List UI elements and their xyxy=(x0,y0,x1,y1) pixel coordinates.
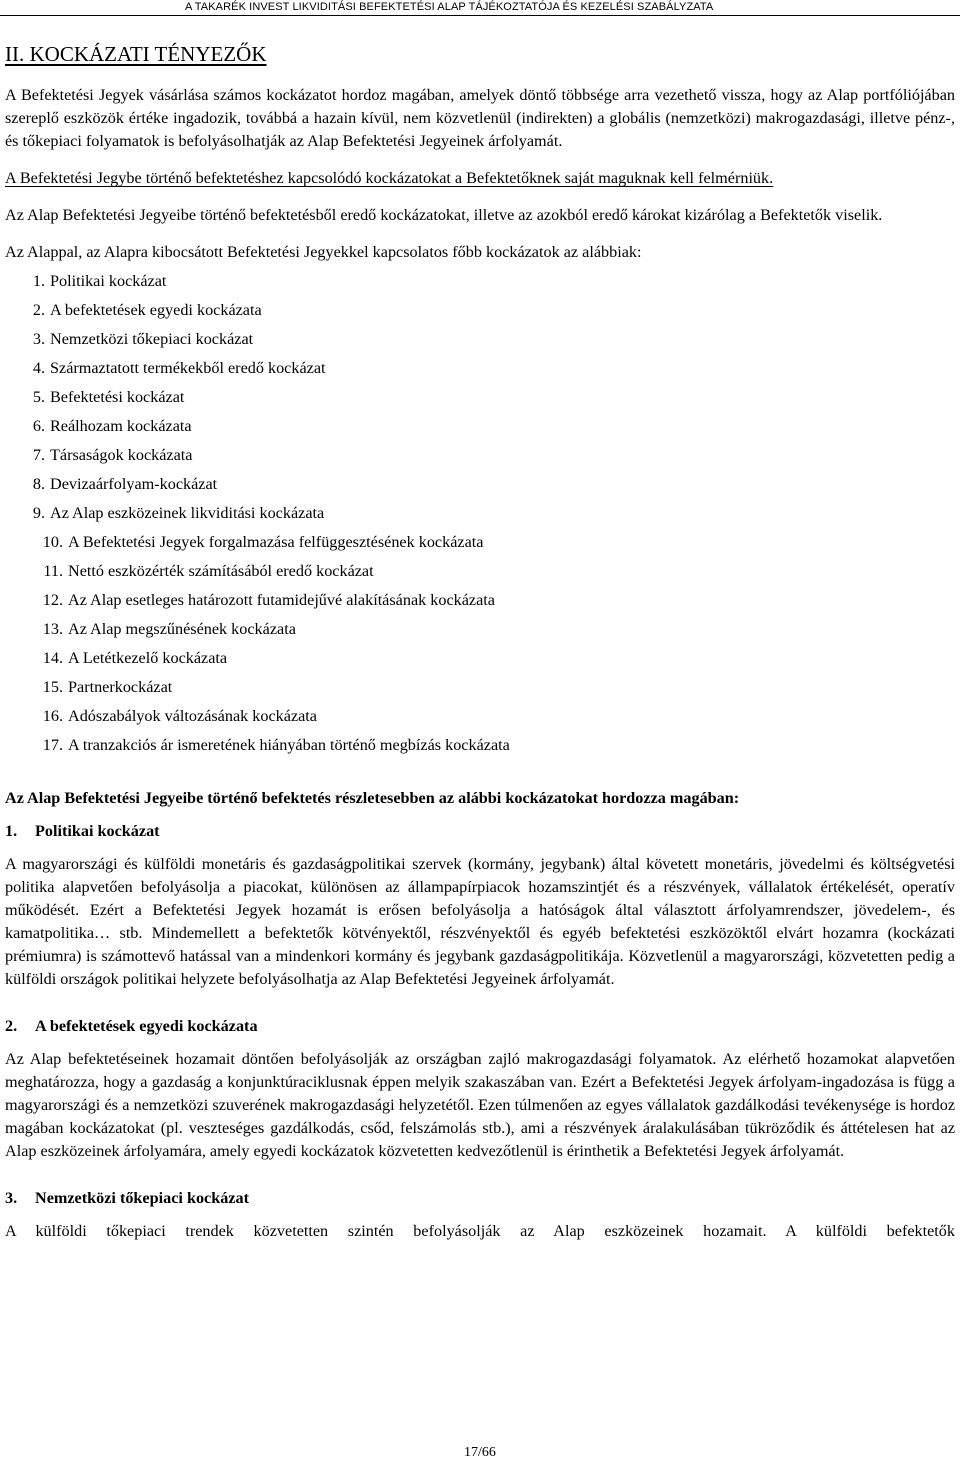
section-title: II. KOCKÁZATI TÉNYEZŐK xyxy=(5,42,267,66)
list-item-number: 17. xyxy=(42,736,63,754)
subsection-text-2: Az Alap befektetéseinek hozamait döntően befolyásolják az országban zajló makrogazdasági folyamatok. Az elérhető hozamokat alapvetően meghatározza, hogy a gazdaság a konjunktúraciklusnak éppen melyik szakaszában van. Ezért a Befektetési Jegyek árfolyam-ingadozása is függ a magyarországi és a nemzetközi szuverének makrogazdasági helyzetétől. Ezen túlmenően az egyes vállalatok gazdálkodási tevékenysége is hordoz magában kockázatokat (pl. veszteséges gazdálkodás, csőd, felszámolás stb.), ami a részvények áralakulásában tükröződik és áttételesen hat az Alap eszközeinek árfolyamára, amely egyedi kockázatok közvetetten kedvezőtlenül is érinthetik a Befektetési Jegyek árfolyamát. xyxy=(5,1050,955,1160)
list-item xyxy=(5,299,955,328)
list-item-number: 7. xyxy=(32,446,45,464)
list-item-number: 9. xyxy=(32,504,45,522)
list-item-label: Devizaárfolyam-kockázat xyxy=(50,475,218,493)
risk-list xyxy=(5,270,955,763)
list-item xyxy=(5,386,955,415)
list-intro-paragraph: Az Alappal, az Alapra kibocsátott Befektetési Jegyekkel kapcsolatos főbb kockázatok az alábbiak: xyxy=(5,243,642,261)
list-item xyxy=(5,618,955,647)
intro-paragraph: A Befektetési Jegyek vásárlása számos kockázatot hordoz magában, amelyek döntő többsége arra vezethető vissza, hogy az Alap portfóliójában szereplő eszközök értéke ingadozik, továbbá a hazain kívül, nem közvetlenül (indirekten) a globális (nemzetközi) makrogazdasági, illetve pénz-, és tőkepiaci folyamatok is befolyásolhatják az Alap Befektetési Jegyeinek árfolyamát. xyxy=(5,86,955,150)
list-item-number: 12. xyxy=(42,591,63,609)
subsection-text-1: A magyarországi és külföldi monetáris és gazdaságpolitikai szervek (kormány, jegybank) által követett monetáris, jövedelmi és költségvetési politika alapvetően befolyásolja a piacokat, különösen az állampapírpiacok hozamszintjét és a részvények, vállalatok értékelését, operatív működését. Ezért a Befektetési Jegyek hozamát is erősen befolyásolja a hatóságok által választott árfolyamrendszer, jövedelem-, és kamatpolitika… stb. Mindemellett a befektetők kötvényektől, részvényektől és egyéb befektetési eszközöktől elvárt hozamra (kockázati prémiumra) is számottevő hatással van a mindenkori kormány és jegybank gazdaságpolitikája. Közvetlenül a magyarországi, közvetetten pedig a külföldi országok politikai helyzete befolyásolhatja az Alap Befektetési Jegyeinek árfolyamát. xyxy=(5,855,955,988)
list-item-label: Adószabályok változásának kockázata xyxy=(68,707,317,725)
list-item xyxy=(5,676,955,705)
list-item-number: 4. xyxy=(32,359,45,377)
list-item-label: Az Alap eszközeinek likviditási kockázata xyxy=(50,504,325,522)
list-item-label: Partnerkockázat xyxy=(68,678,173,696)
list-item xyxy=(5,357,955,386)
list-item-number: 16. xyxy=(42,707,63,725)
list-item xyxy=(5,502,955,531)
subsection-number: 1. xyxy=(5,822,18,840)
list-item-label: Reálhozam kockázata xyxy=(50,417,192,435)
list-item-label: Származtatott termékekből eredő kockázat xyxy=(50,359,326,377)
list-item-number: 2. xyxy=(32,301,45,319)
list-item-label: A Letétkezelő kockázata xyxy=(68,649,228,667)
list-item-label: A Befektetési Jegyek forgalmazása felfüggesztésének kockázata xyxy=(68,533,484,551)
list-item xyxy=(5,328,955,357)
list-item xyxy=(5,270,955,299)
running-header xyxy=(0,0,960,16)
assessment-paragraph: A Befektetési Jegybe történő befektetéshez kapcsolódó kockázatokat a Befektetőknek saját maguknak kell felmérniük. xyxy=(5,169,774,187)
list-item xyxy=(5,734,955,763)
list-item-label: Befektetési kockázat xyxy=(50,388,185,406)
list-item-number: 11. xyxy=(43,562,63,580)
subsection-title: A befektetések egyedi kockázata xyxy=(35,1017,258,1035)
list-item xyxy=(5,647,955,676)
list-item-number: 14. xyxy=(42,649,63,667)
detail-heading: Az Alap Befektetési Jegyeibe történő befektetés részletesebben az alábbi kockázatokat hordozza magában: xyxy=(5,789,740,807)
list-item-label: Az Alap esetleges határozott futamidejűvé alakításának kockázata xyxy=(68,591,495,609)
list-item xyxy=(5,705,955,734)
list-item xyxy=(5,560,955,589)
list-item-number: 13. xyxy=(42,620,63,638)
list-item-label: Az Alap megszűnésének kockázata xyxy=(68,620,296,638)
subsection-text-3: A külföldi tőkepiaci trendek közvetetten szintén befolyásolják az Alap eszközeinek hozamait. A külföldi befektetők xyxy=(5,1222,955,1240)
list-item xyxy=(5,531,955,560)
subsection-number: 3. xyxy=(5,1189,18,1207)
list-item xyxy=(5,589,955,618)
subsection-heading-2 xyxy=(5,1015,955,1038)
list-item-label: A befektetések egyedi kockázata xyxy=(50,301,262,319)
list-item-label: Nettó eszközérték számításából eredő kockázat xyxy=(68,562,374,580)
list-item-label: A tranzakciós ár ismeretének hiányában történő megbízás kockázata xyxy=(68,736,510,754)
list-item-number: 1. xyxy=(32,272,45,290)
subsection-title: Nemzetközi tőkepiaci kockázat xyxy=(35,1189,249,1207)
list-item-label: Társaságok kockázata xyxy=(50,446,193,464)
list-item-label: Nemzetközi tőkepiaci kockázat xyxy=(50,330,254,348)
document-page xyxy=(5,40,955,1257)
list-item-number: 6. xyxy=(32,417,45,435)
subsection-title: Politikai kockázat xyxy=(35,822,160,840)
subsection-heading-3 xyxy=(5,1187,955,1210)
list-item-number: 10. xyxy=(42,533,63,551)
list-item-label: Politikai kockázat xyxy=(50,272,167,290)
list-item-number: 8. xyxy=(32,475,45,493)
subsection-heading-1 xyxy=(5,820,955,843)
list-item-number: 3. xyxy=(32,330,45,348)
list-item-number: 5. xyxy=(32,388,45,406)
liability-paragraph: Az Alap Befektetési Jegyeibe történő befektetésből eredő kockázatokat, illetve az azokból eredő károkat kizárólag a Befektetők viselik. xyxy=(5,206,883,224)
list-item xyxy=(5,415,955,444)
running-header-title: A TAKARÉK INVEST LIKVIDITÁSI BEFEKTETÉSI ALAP TÁJÉKOZTATÓJA ÉS KEZELÉSI SZABÁLYZATA xyxy=(185,1,714,13)
subsection-number: 2. xyxy=(5,1017,18,1035)
list-item-number: 15. xyxy=(42,678,63,696)
page-number: 17/66 xyxy=(464,1445,496,1460)
list-item xyxy=(5,473,955,502)
list-item xyxy=(5,444,955,473)
